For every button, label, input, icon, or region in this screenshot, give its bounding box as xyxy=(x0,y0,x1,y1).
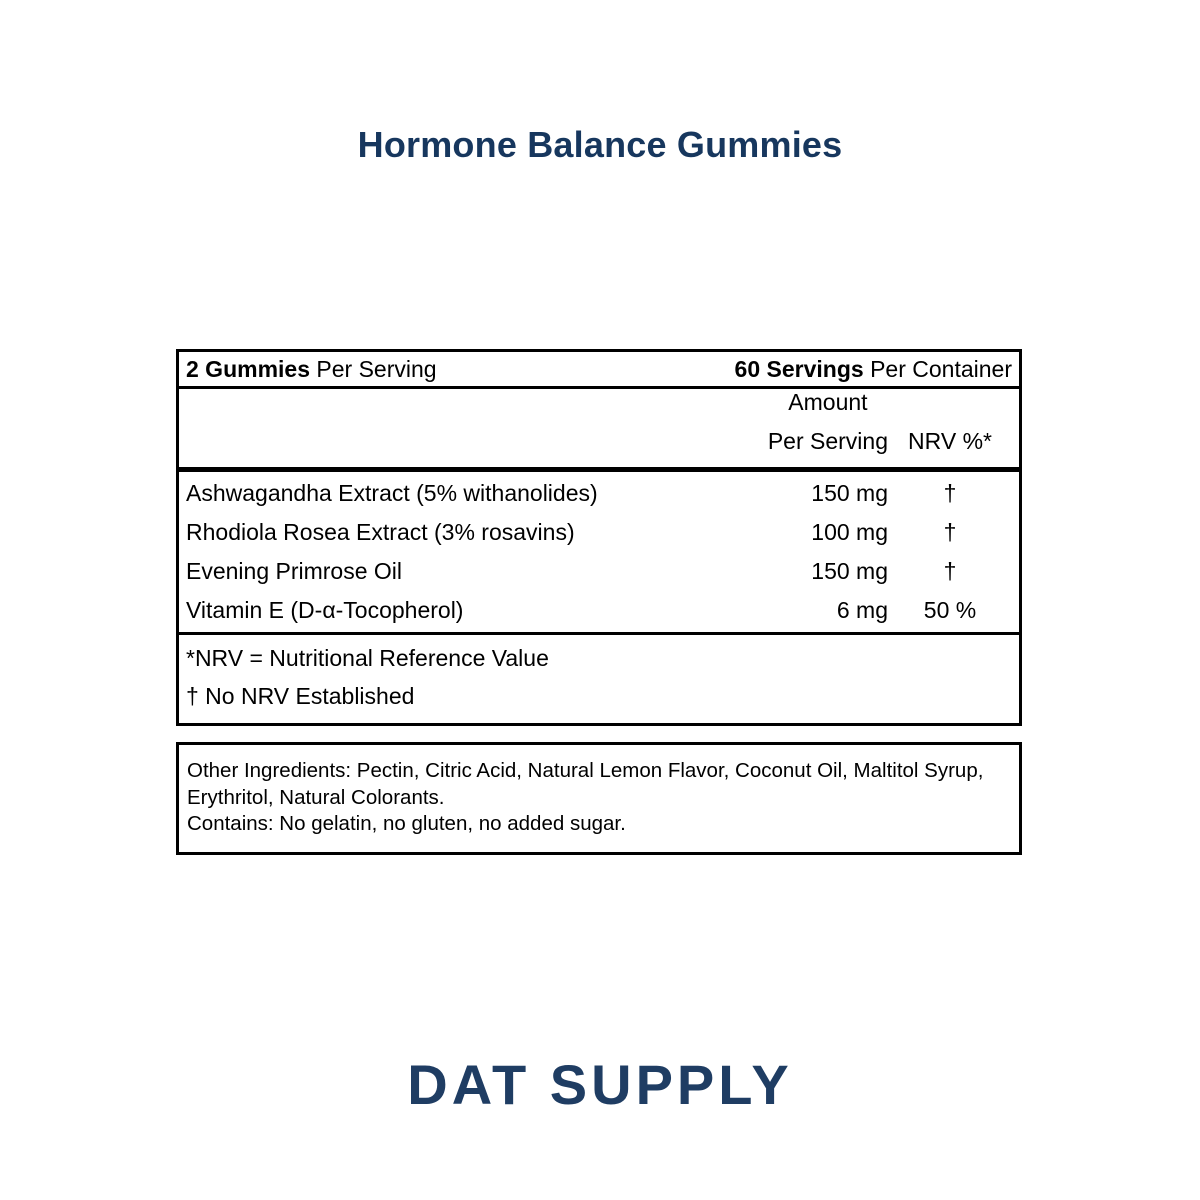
amount-header-line1: Amount xyxy=(788,389,868,415)
page-title: Hormone Balance Gummies xyxy=(357,124,843,165)
nrv-column-header: NRV %* xyxy=(908,428,992,454)
serving-info-row xyxy=(179,352,1019,389)
ingredient-name: Evening Primrose Oil xyxy=(186,558,403,584)
ingredient-row xyxy=(179,474,1019,513)
ingredient-nrv: † xyxy=(943,519,957,545)
servings-per-container xyxy=(735,356,1012,383)
contains-text: Contains: No gelatin, no gluten, no added sugar. xyxy=(187,812,626,835)
ingredient-amount: 150 mg xyxy=(811,558,888,584)
amount-header-line2: Per Serving xyxy=(767,428,888,454)
ingredient-row xyxy=(179,591,1019,630)
other-ingredients-box xyxy=(176,742,1022,855)
ingredient-amount: 6 mg xyxy=(836,597,888,623)
footnotes-section xyxy=(179,632,1019,723)
ingredient-name: Rhodiola Rosea Extract (3% rosavins) xyxy=(186,519,575,545)
gummies-per-serving xyxy=(186,356,437,383)
gummies-per-serving-label: Per Serving xyxy=(310,355,437,382)
supplement-facts-table xyxy=(176,349,1022,726)
gummies-per-serving-count: 2 Gummies xyxy=(186,355,310,382)
ingredient-name: Ashwagandha Extract (5% withanolides) xyxy=(186,480,598,506)
footnote-nrv-definition: *NRV = Nutritional Reference Value xyxy=(186,645,549,671)
ingredient-rows xyxy=(179,472,1019,632)
ingredient-row xyxy=(179,513,1019,552)
brand-logo: DAT SUPPLY xyxy=(407,1053,793,1116)
footnote-no-nrv: † No NRV Established xyxy=(186,683,415,709)
ingredient-nrv: † xyxy=(943,480,957,506)
column-header-row xyxy=(179,389,1019,472)
other-ingredients-text: Other Ingredients: Pectin, Citric Acid, Natural Lemon Flavor, Coconut Oil, Maltitol Syrup, Erythritol, Natural Colorants. xyxy=(187,759,984,809)
ingredient-nrv: 50 % xyxy=(923,597,977,623)
ingredient-row xyxy=(179,552,1019,591)
ingredient-amount: 150 mg xyxy=(811,480,888,506)
ingredient-nrv: † xyxy=(943,558,957,584)
ingredient-amount: 100 mg xyxy=(811,519,888,545)
servings-per-container-count: 60 Servings xyxy=(734,355,864,382)
amount-column-header xyxy=(728,383,888,461)
servings-per-container-label: Per Container xyxy=(863,355,1012,382)
ingredient-name: Vitamin E (D-α-Tocopherol) xyxy=(186,597,464,623)
